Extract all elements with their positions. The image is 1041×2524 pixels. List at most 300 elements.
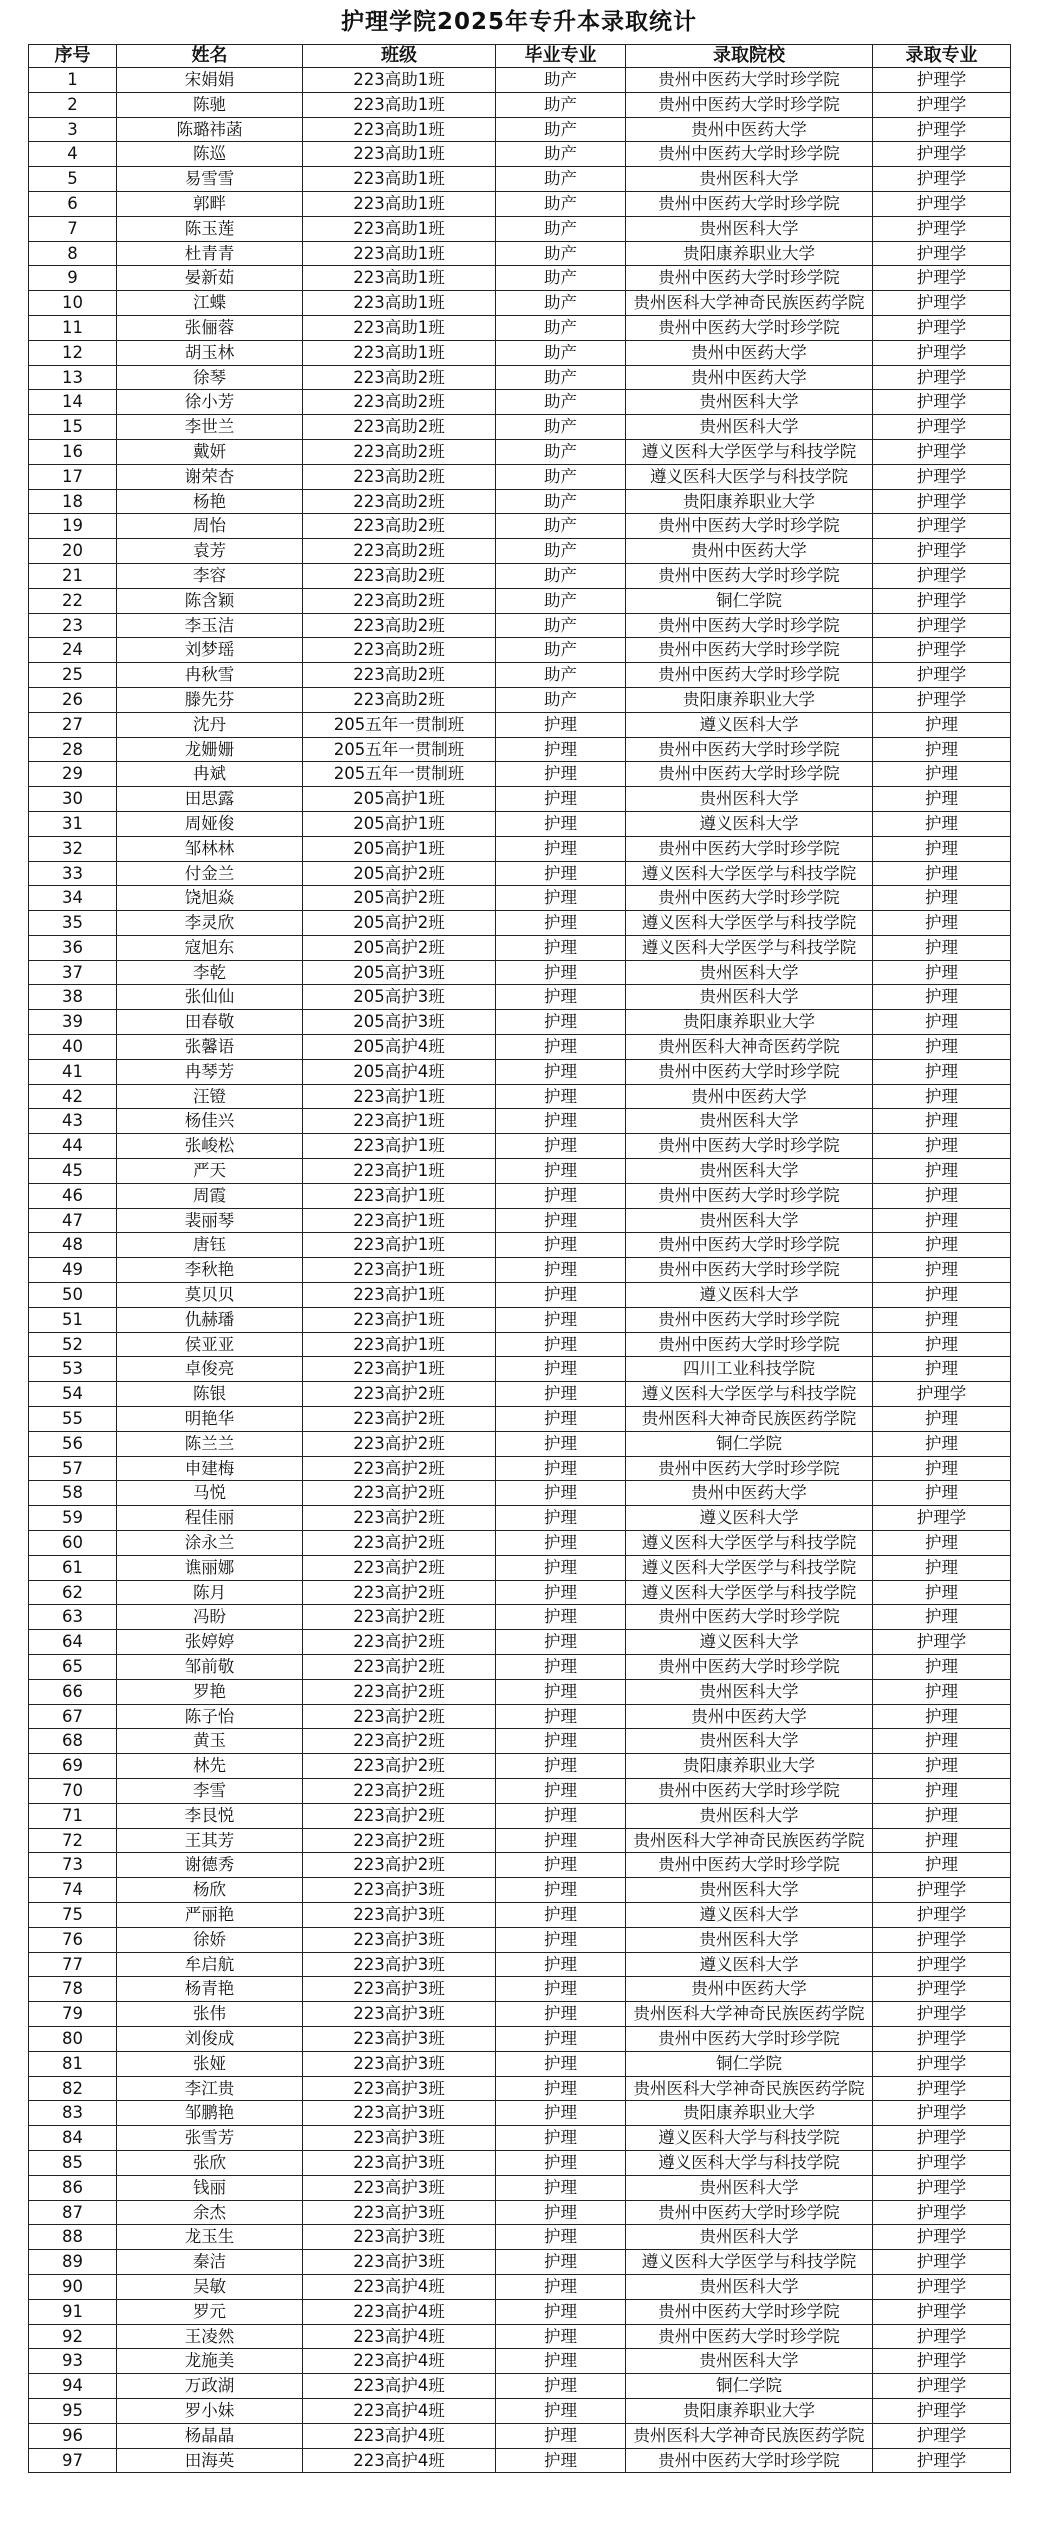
cell-name: 冉斌: [117, 762, 303, 787]
cell-grad-major: 护理: [496, 2299, 626, 2324]
cell-admit-major: 护理: [873, 960, 1011, 985]
cell-name: 陈银: [117, 1382, 303, 1407]
cell-admit-school: 遵义医科大学: [626, 811, 873, 836]
cell-class: 223高护2班: [303, 1407, 496, 1432]
cell-name: 杨欣: [117, 1878, 303, 1903]
cell-admit-school: 贵州中医药大学时珍学院: [626, 2299, 873, 2324]
table-row: [29, 68, 1011, 93]
cell-class: 223高护3班: [303, 2002, 496, 2027]
cell-admit-school: 贵州中医药大学时珍学院: [626, 638, 873, 663]
cell-class: 223高助1班: [303, 266, 496, 291]
cell-admit-school: 贵州医科大学: [626, 1109, 873, 1134]
cell-admit-major: 护理: [873, 1059, 1011, 1084]
cell-index: 46: [29, 1183, 117, 1208]
cell-grad-major: 护理: [496, 1010, 626, 1035]
cell-grad-major: 护理: [496, 1159, 626, 1184]
cell-admit-major: 护理学: [873, 2374, 1011, 2399]
cell-class: 205高护2班: [303, 886, 496, 911]
cell-admit-major: 护理学: [873, 2051, 1011, 2076]
cell-admit-school: 遵义医科大学医学与科技学院: [626, 1531, 873, 1556]
cell-admit-school: 贵州中医药大学时珍学院: [626, 1655, 873, 1680]
cell-class: 223高护1班: [303, 1307, 496, 1332]
cell-class: 223高护1班: [303, 1233, 496, 1258]
cell-index: 37: [29, 960, 117, 985]
cell-admit-major: 护理学: [873, 2026, 1011, 2051]
cell-admit-school: 铜仁学院: [626, 588, 873, 613]
cell-admit-major: 护理学: [873, 2349, 1011, 2374]
cell-class: 223高护4班: [303, 2423, 496, 2448]
cell-index: 65: [29, 1655, 117, 1680]
cell-class: 223高护2班: [303, 1679, 496, 1704]
cell-class: 223高护1班: [303, 1134, 496, 1159]
cell-name: 刘俊成: [117, 2026, 303, 2051]
cell-index: 83: [29, 2101, 117, 2126]
cell-index: 17: [29, 464, 117, 489]
cell-admit-school: 贵州中医药大学时珍学院: [626, 315, 873, 340]
cell-grad-major: 助产: [496, 663, 626, 688]
cell-index: 90: [29, 2274, 117, 2299]
table-row: [29, 1927, 1011, 1952]
table-row: [29, 2002, 1011, 2027]
cell-class: 223高助1班: [303, 117, 496, 142]
cell-index: 16: [29, 439, 117, 464]
cell-admit-major: 护理: [873, 1010, 1011, 1035]
cell-grad-major: 护理: [496, 2026, 626, 2051]
cell-admit-major: 护理学: [873, 2324, 1011, 2349]
cell-admit-school: 贵州中医药大学: [626, 1704, 873, 1729]
cell-grad-major: 护理: [496, 1431, 626, 1456]
cell-index: 29: [29, 762, 117, 787]
cell-grad-major: 护理: [496, 811, 626, 836]
cell-class: 205五年一贯制班: [303, 762, 496, 787]
cell-name: 张婷婷: [117, 1630, 303, 1655]
cell-admit-major: 护理学: [873, 315, 1011, 340]
cell-grad-major: 护理: [496, 1952, 626, 1977]
cell-class: 205高护4班: [303, 1059, 496, 1084]
cell-name: 胡玉林: [117, 340, 303, 365]
cell-class: 223高助1班: [303, 68, 496, 93]
cell-admit-major: 护理: [873, 1134, 1011, 1159]
cell-grad-major: 护理: [496, 1803, 626, 1828]
cell-admit-major: 护理: [873, 1035, 1011, 1060]
table-row: [29, 960, 1011, 985]
cell-admit-school: 贵州中医药大学: [626, 1977, 873, 2002]
spreadsheet: [28, 0, 1010, 2473]
cell-name: 冉琴芳: [117, 1059, 303, 1084]
cell-grad-major: 护理: [496, 1655, 626, 1680]
cell-index: 5: [29, 167, 117, 192]
table-row: [29, 1382, 1011, 1407]
cell-admit-major: 护理: [873, 1233, 1011, 1258]
cell-grad-major: 护理: [496, 861, 626, 886]
table-row: [29, 2324, 1011, 2349]
table-row: [29, 811, 1011, 836]
cell-class: 223高护1班: [303, 1258, 496, 1283]
cell-index: 91: [29, 2299, 117, 2324]
cell-grad-major: 护理: [496, 1878, 626, 1903]
cell-index: 20: [29, 539, 117, 564]
cell-admit-school: 贵州中医药大学时珍学院: [626, 1134, 873, 1159]
cell-grad-major: 助产: [496, 514, 626, 539]
cell-name: 陈巡: [117, 142, 303, 167]
cell-index: 71: [29, 1803, 117, 1828]
cell-admit-school: 贵州医科大学神奇民族医药学院: [626, 1828, 873, 1853]
table-row: [29, 1084, 1011, 1109]
cell-grad-major: 护理: [496, 1977, 626, 2002]
cell-class: 223高助1班: [303, 191, 496, 216]
table-row: [29, 2398, 1011, 2423]
cell-admit-major: 护理: [873, 1754, 1011, 1779]
cell-class: 223高助2班: [303, 638, 496, 663]
cell-admit-school: 贵州医科大学: [626, 2349, 873, 2374]
cell-index: 60: [29, 1531, 117, 1556]
cell-grad-major: 助产: [496, 390, 626, 415]
cell-name: 龙姗姗: [117, 737, 303, 762]
cell-index: 93: [29, 2349, 117, 2374]
cell-admit-school: 贵州中医药大学: [626, 539, 873, 564]
cell-admit-major: 护理: [873, 1481, 1011, 1506]
cell-class: 223高护2班: [303, 1506, 496, 1531]
cell-name: 陈玉莲: [117, 216, 303, 241]
cell-name: 罗艳: [117, 1679, 303, 1704]
cell-index: 67: [29, 1704, 117, 1729]
cell-name: 张仙仙: [117, 985, 303, 1010]
cell-index: 48: [29, 1233, 117, 1258]
cell-admit-school: 贵州中医药大学时珍学院: [626, 266, 873, 291]
cell-admit-school: 四川工业科技学院: [626, 1357, 873, 1382]
cell-grad-major: 护理: [496, 2349, 626, 2374]
cell-grad-major: 护理: [496, 2076, 626, 2101]
cell-index: 18: [29, 489, 117, 514]
table-row: [29, 2448, 1011, 2473]
cell-admit-school: 遵义医科大学: [626, 712, 873, 737]
cell-grad-major: 护理: [496, 787, 626, 812]
cell-admit-major: 护理: [873, 1283, 1011, 1308]
cell-admit-school: 遵义医科大学医学与科技学院: [626, 1580, 873, 1605]
cell-admit-major: 护理: [873, 1456, 1011, 1481]
cell-class: 223高护2班: [303, 1754, 496, 1779]
cell-admit-major: 护理: [873, 1332, 1011, 1357]
cell-admit-major: 护理: [873, 787, 1011, 812]
cell-index: 10: [29, 291, 117, 316]
cell-admit-major: 护理: [873, 1159, 1011, 1184]
cell-admit-major: 护理学: [873, 415, 1011, 440]
cell-admit-school: 铜仁学院: [626, 1431, 873, 1456]
cell-index: 89: [29, 2250, 117, 2275]
cell-name: 冯盼: [117, 1605, 303, 1630]
cell-index: 28: [29, 737, 117, 762]
table-row: [29, 762, 1011, 787]
table-row: [29, 439, 1011, 464]
cell-index: 63: [29, 1605, 117, 1630]
cell-grad-major: 助产: [496, 464, 626, 489]
cell-index: 72: [29, 1828, 117, 1853]
cell-name: 张娅: [117, 2051, 303, 2076]
cell-grad-major: 助产: [496, 563, 626, 588]
cell-name: 田春敬: [117, 1010, 303, 1035]
cell-index: 24: [29, 638, 117, 663]
cell-admit-major: 护理学: [873, 1878, 1011, 1903]
cell-admit-major: 护理学: [873, 266, 1011, 291]
cell-class: 223高助2班: [303, 365, 496, 390]
cell-name: 陈子怡: [117, 1704, 303, 1729]
cell-index: 74: [29, 1878, 117, 1903]
cell-admit-major: 护理学: [873, 687, 1011, 712]
table-row: [29, 2175, 1011, 2200]
table-row: [29, 2423, 1011, 2448]
cell-index: 64: [29, 1630, 117, 1655]
cell-class: 223高护1班: [303, 1357, 496, 1382]
cell-grad-major: 护理: [496, 2398, 626, 2423]
table-row: [29, 1059, 1011, 1084]
table-row: [29, 1233, 1011, 1258]
cell-grad-major: 助产: [496, 365, 626, 390]
cell-grad-major: 护理: [496, 1134, 626, 1159]
cell-name: 林先: [117, 1754, 303, 1779]
table-row: [29, 1283, 1011, 1308]
cell-index: 78: [29, 1977, 117, 2002]
cell-grad-major: 护理: [496, 2175, 626, 2200]
table-row: [29, 1754, 1011, 1779]
cell-grad-major: 护理: [496, 1729, 626, 1754]
cell-name: 周娅俊: [117, 811, 303, 836]
table-row: [29, 1803, 1011, 1828]
cell-grad-major: 护理: [496, 2126, 626, 2151]
cell-index: 43: [29, 1109, 117, 1134]
cell-grad-major: 助产: [496, 638, 626, 663]
cell-class: 205高护1班: [303, 811, 496, 836]
cell-index: 62: [29, 1580, 117, 1605]
cell-admit-major: 护理: [873, 1084, 1011, 1109]
cell-admit-school: 贵州中医药大学时珍学院: [626, 1258, 873, 1283]
cell-grad-major: 护理: [496, 2002, 626, 2027]
cell-grad-major: 护理: [496, 2101, 626, 2126]
cell-name: 莫贝贝: [117, 1283, 303, 1308]
cell-grad-major: 护理: [496, 1084, 626, 1109]
cell-index: 9: [29, 266, 117, 291]
cell-admit-major: 护理: [873, 737, 1011, 762]
cell-index: 87: [29, 2200, 117, 2225]
cell-grad-major: 助产: [496, 216, 626, 241]
cell-index: 3: [29, 117, 117, 142]
cell-admit-school: 贵州中医药大学时珍学院: [626, 142, 873, 167]
cell-index: 95: [29, 2398, 117, 2423]
cell-admit-school: 遵义医科大学: [626, 1952, 873, 1977]
cell-class: 223高护1班: [303, 1283, 496, 1308]
cell-name: 饶旭焱: [117, 886, 303, 911]
table-row: [29, 1183, 1011, 1208]
table-row: [29, 92, 1011, 117]
table-row: [29, 588, 1011, 613]
cell-class: 223高护3班: [303, 2026, 496, 2051]
table-row: [29, 712, 1011, 737]
cell-name: 张雪芳: [117, 2126, 303, 2151]
cell-index: 80: [29, 2026, 117, 2051]
cell-name: 龙施美: [117, 2349, 303, 2374]
cell-admit-major: 护理: [873, 712, 1011, 737]
cell-admit-major: 护理: [873, 811, 1011, 836]
cell-name: 严天: [117, 1159, 303, 1184]
cell-admit-school: 遵义医科大学医学与科技学院: [626, 1555, 873, 1580]
table-row: [29, 2150, 1011, 2175]
cell-index: 79: [29, 2002, 117, 2027]
table-row: [29, 464, 1011, 489]
cell-grad-major: 助产: [496, 68, 626, 93]
cell-grad-major: 助产: [496, 117, 626, 142]
table-row: [29, 1109, 1011, 1134]
cell-admit-school: 贵州中医药大学时珍学院: [626, 1233, 873, 1258]
cell-index: 75: [29, 1902, 117, 1927]
cell-name: 谢荣杏: [117, 464, 303, 489]
cell-index: 54: [29, 1382, 117, 1407]
cell-admit-school: 贵州中医药大学时珍学院: [626, 1853, 873, 1878]
table-row: [29, 1655, 1011, 1680]
cell-admit-school: 贵州中医药大学时珍学院: [626, 1183, 873, 1208]
cell-index: 38: [29, 985, 117, 1010]
cell-admit-school: 贵州中医药大学时珍学院: [626, 92, 873, 117]
cell-admit-school: 贵州医科大学神奇民族医药学院: [626, 2002, 873, 2027]
cell-index: 66: [29, 1679, 117, 1704]
cell-class: 223高护3班: [303, 1927, 496, 1952]
cell-class: 223高护1班: [303, 1084, 496, 1109]
cell-index: 92: [29, 2324, 117, 2349]
cell-class: 223高护2班: [303, 1853, 496, 1878]
table-row: [29, 1307, 1011, 1332]
cell-admit-school: 贵州医科大学: [626, 1159, 873, 1184]
cell-index: 2: [29, 92, 117, 117]
table-row: [29, 2299, 1011, 2324]
cell-grad-major: 护理: [496, 935, 626, 960]
cell-class: 223高助1班: [303, 241, 496, 266]
cell-grad-major: 护理: [496, 712, 626, 737]
cell-name: 罗小妹: [117, 2398, 303, 2423]
cell-index: 51: [29, 1307, 117, 1332]
cell-admit-major: 护理学: [873, 1506, 1011, 1531]
cell-class: 205高护2班: [303, 911, 496, 936]
cell-admit-major: 护理学: [873, 1927, 1011, 1952]
table-row: [29, 1580, 1011, 1605]
cell-admit-major: 护理学: [873, 563, 1011, 588]
cell-grad-major: 护理: [496, 2274, 626, 2299]
cell-admit-major: 护理学: [873, 340, 1011, 365]
cell-index: 53: [29, 1357, 117, 1382]
cell-admit-school: 贵州医科大学: [626, 960, 873, 985]
table-row: [29, 1332, 1011, 1357]
cell-admit-major: 护理: [873, 1208, 1011, 1233]
cell-name: 李秋艳: [117, 1258, 303, 1283]
cell-index: 81: [29, 2051, 117, 2076]
cell-index: 8: [29, 241, 117, 266]
cell-admit-school: 遵义医科大学医学与科技学院: [626, 1382, 873, 1407]
cell-admit-major: 护理: [873, 1605, 1011, 1630]
cell-name: 陈兰兰: [117, 1431, 303, 1456]
table-row: [29, 2101, 1011, 2126]
cell-class: 223高护2班: [303, 1778, 496, 1803]
cell-admit-school: 贵州医科大学: [626, 216, 873, 241]
cell-name: 张峻松: [117, 1134, 303, 1159]
cell-name: 张馨语: [117, 1035, 303, 1060]
table-row: [29, 563, 1011, 588]
cell-index: 39: [29, 1010, 117, 1035]
cell-admit-school: 遵义医科大学: [626, 1506, 873, 1531]
table-row: [29, 390, 1011, 415]
cell-grad-major: 护理: [496, 2225, 626, 2250]
cell-admit-major: 护理学: [873, 1630, 1011, 1655]
table-row: [29, 2274, 1011, 2299]
cell-class: 205高护3班: [303, 985, 496, 1010]
cell-grad-major: 护理: [496, 1927, 626, 1952]
cell-name: 程佳丽: [117, 1506, 303, 1531]
table-row: [29, 2051, 1011, 2076]
cell-admit-school: 遵义医科大学医学与科技学院: [626, 439, 873, 464]
cell-admit-school: 贵阳康养职业大学: [626, 687, 873, 712]
cell-admit-school: 贵州医科大学: [626, 1927, 873, 1952]
cell-admit-major: 护理学: [873, 142, 1011, 167]
cell-index: 22: [29, 588, 117, 613]
cell-index: 84: [29, 2126, 117, 2151]
cell-grad-major: 助产: [496, 291, 626, 316]
cell-name: 李艮悦: [117, 1803, 303, 1828]
cell-admit-major: 护理: [873, 1704, 1011, 1729]
table-row: [29, 1010, 1011, 1035]
cell-name: 马悦: [117, 1481, 303, 1506]
cell-admit-major: 护理: [873, 836, 1011, 861]
cell-class: 223高助2班: [303, 390, 496, 415]
table-row: [29, 638, 1011, 663]
cell-class: 223高助2班: [303, 663, 496, 688]
cell-name: 李灵欣: [117, 911, 303, 936]
cell-admit-major: 护理学: [873, 390, 1011, 415]
cell-class: 223高护4班: [303, 2349, 496, 2374]
cell-admit-school: 遵义医科大学: [626, 1630, 873, 1655]
table-row: [29, 836, 1011, 861]
cell-name: 杨青艳: [117, 1977, 303, 2002]
cell-admit-school: 贵州医科大学: [626, 2225, 873, 2250]
cell-admit-major: 护理学: [873, 2126, 1011, 2151]
cell-name: 汪镫: [117, 1084, 303, 1109]
cell-grad-major: 护理: [496, 2150, 626, 2175]
cell-name: 秦洁: [117, 2250, 303, 2275]
cell-admit-school: 贵州中医药大学时珍学院: [626, 2324, 873, 2349]
cell-class: 223高助2班: [303, 588, 496, 613]
table-row: [29, 613, 1011, 638]
cell-admit-major: 护理学: [873, 539, 1011, 564]
cell-admit-major: 护理: [873, 1431, 1011, 1456]
cell-class: 223高护2班: [303, 1828, 496, 1853]
cell-name: 申建梅: [117, 1456, 303, 1481]
cell-admit-major: 护理学: [873, 92, 1011, 117]
cell-grad-major: 护理: [496, 2250, 626, 2275]
header-row: [29, 45, 1011, 68]
cell-admit-school: 贵州中医药大学时珍学院: [626, 1059, 873, 1084]
cell-name: 田海英: [117, 2448, 303, 2473]
cell-admit-major: 护理学: [873, 68, 1011, 93]
cell-name: 严丽艳: [117, 1902, 303, 1927]
table-row: [29, 1456, 1011, 1481]
cell-name: 余杰: [117, 2200, 303, 2225]
cell-grad-major: 护理: [496, 1059, 626, 1084]
cell-index: 68: [29, 1729, 117, 1754]
cell-name: 涂永兰: [117, 1531, 303, 1556]
table-row: [29, 2374, 1011, 2399]
table-row: [29, 1778, 1011, 1803]
cell-admit-major: 护理学: [873, 2175, 1011, 2200]
cell-grad-major: 助产: [496, 687, 626, 712]
cell-admit-school: 遵义医科大学: [626, 1902, 873, 1927]
cell-admit-major: 护理: [873, 762, 1011, 787]
cell-index: 12: [29, 340, 117, 365]
cell-grad-major: 护理: [496, 2324, 626, 2349]
